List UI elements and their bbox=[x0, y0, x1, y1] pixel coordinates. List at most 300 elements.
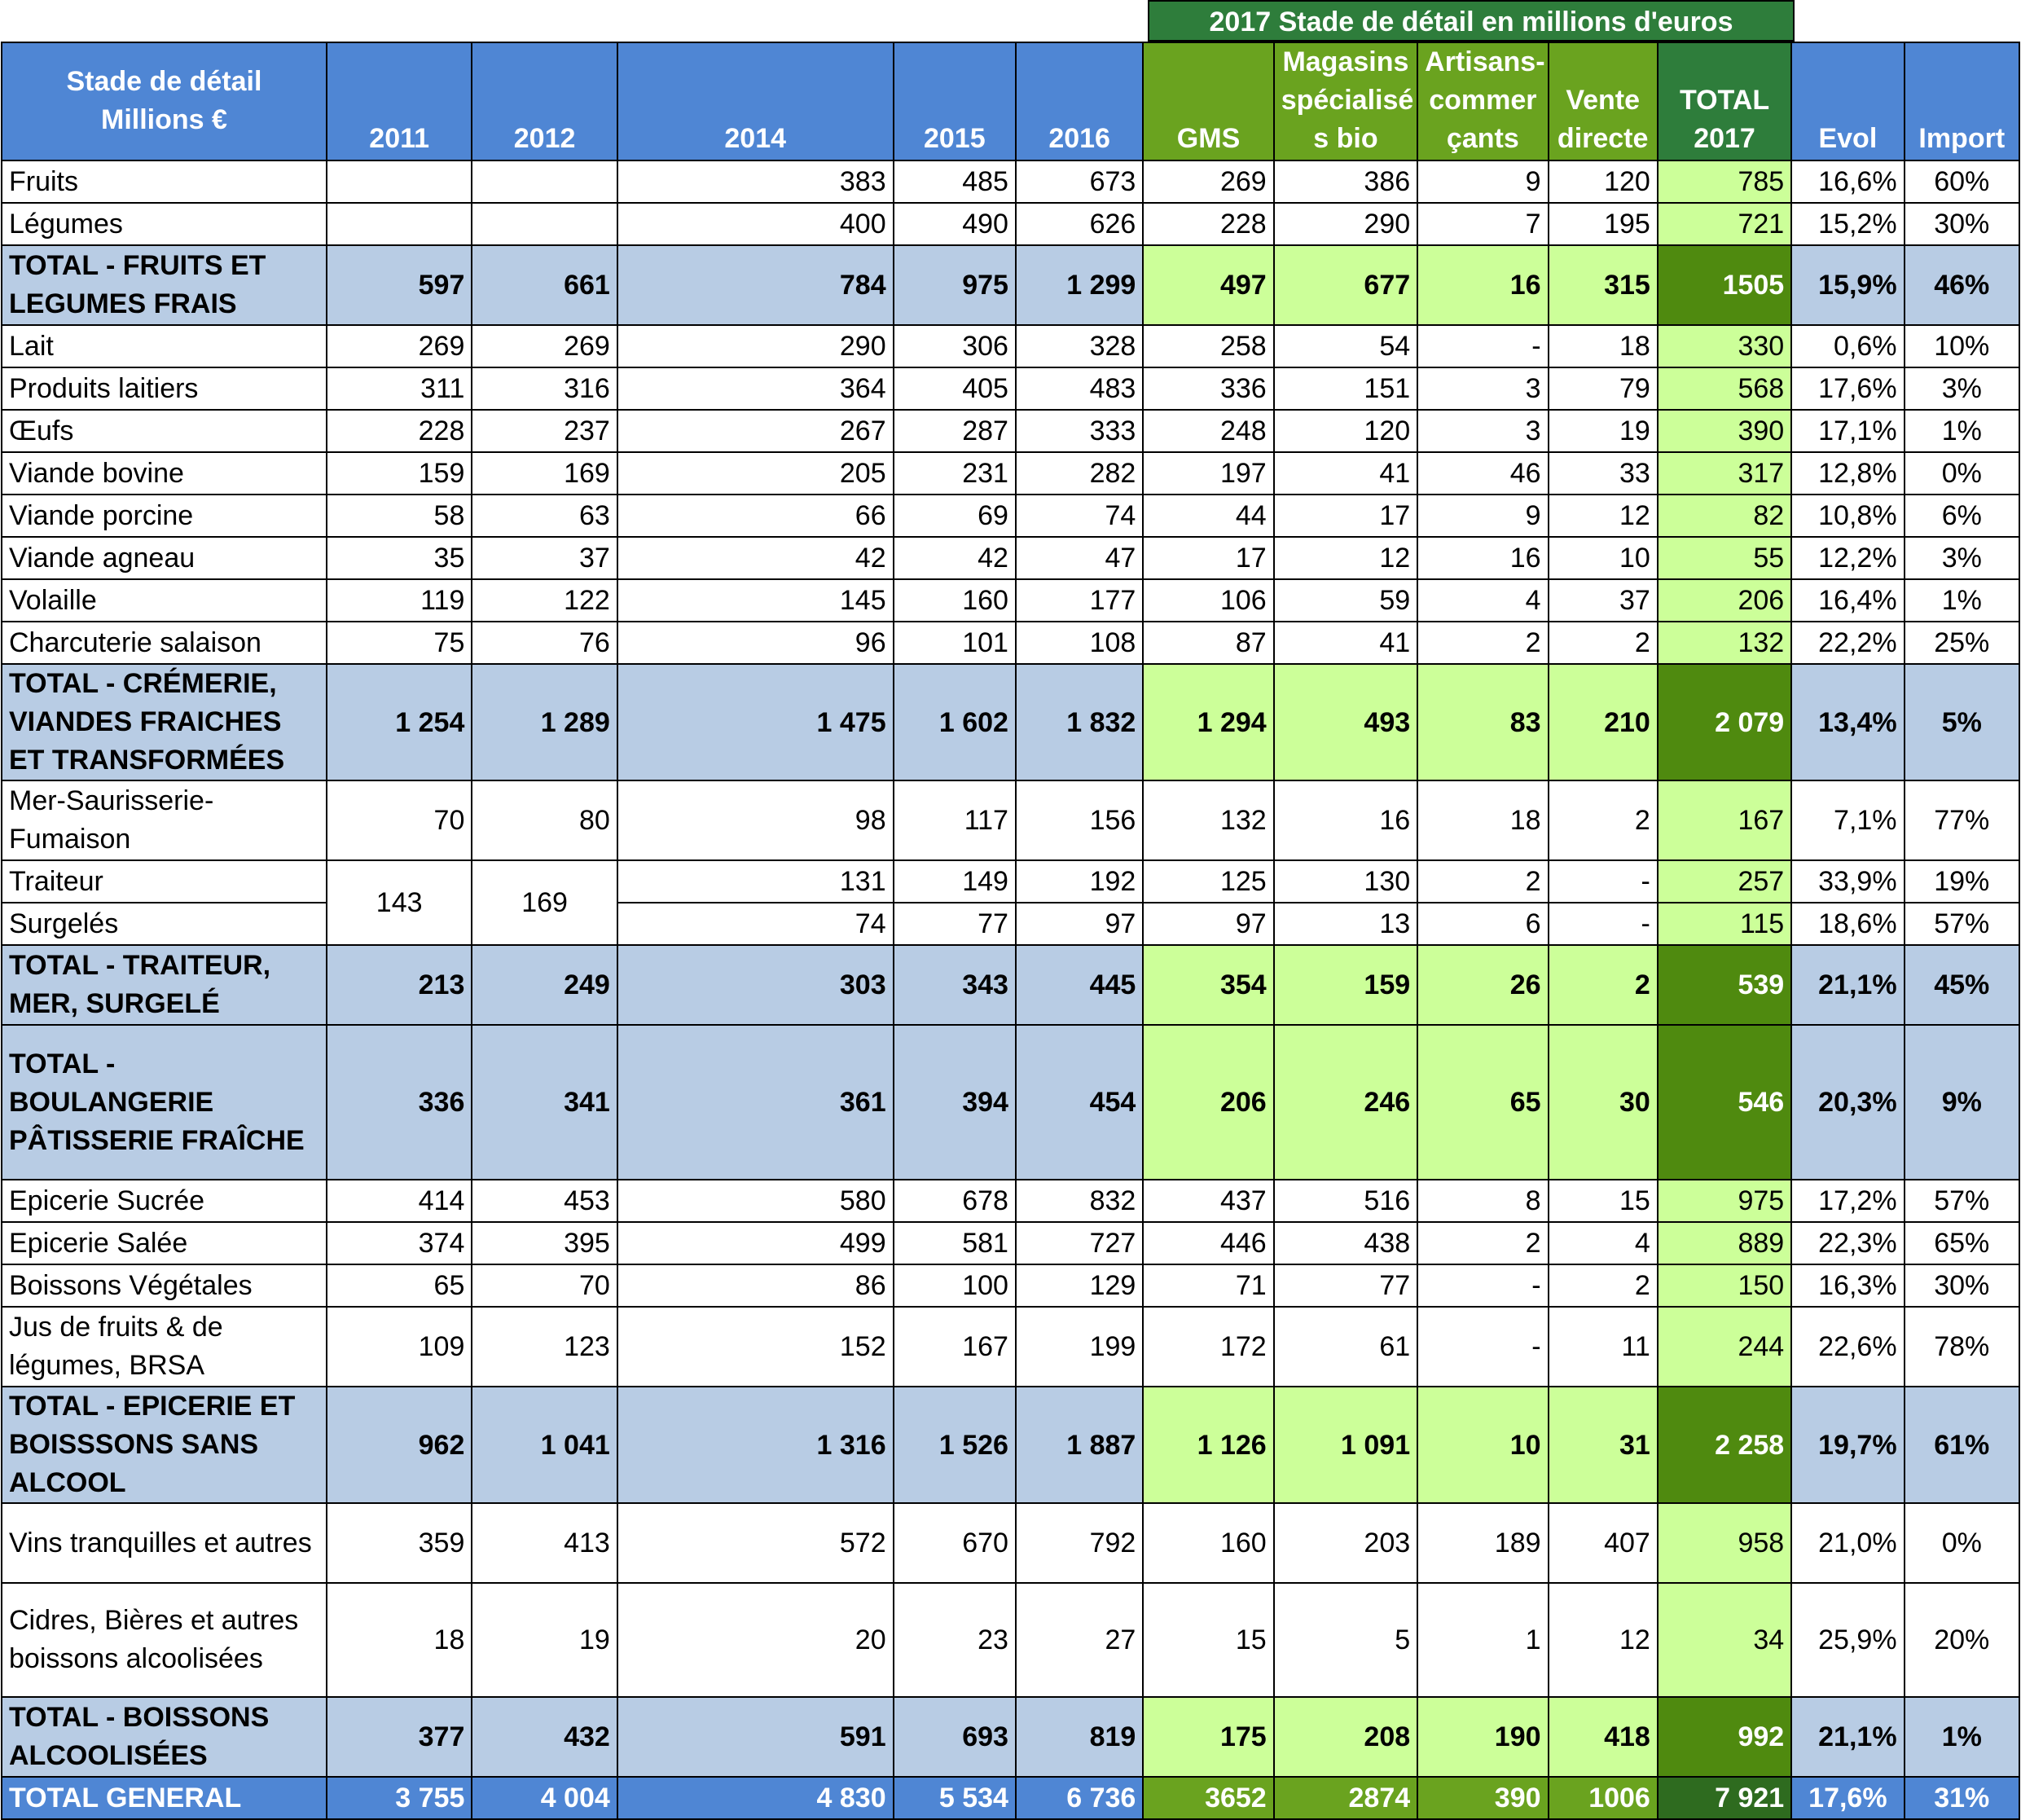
cell-gms: 17 bbox=[1143, 537, 1273, 579]
cell-vente: 18 bbox=[1549, 325, 1658, 367]
cell-evol: 7,1% bbox=[1791, 780, 1904, 860]
cell-gms: 175 bbox=[1143, 1697, 1273, 1777]
cell-y2014: 499 bbox=[617, 1222, 894, 1264]
cell-y2012: 70 bbox=[472, 1264, 617, 1307]
cell-total2017: 132 bbox=[1658, 622, 1791, 664]
cell-evol: 18,6% bbox=[1791, 903, 1904, 945]
cell-y2015: 5 534 bbox=[894, 1777, 1016, 1819]
cell-vente: 2 bbox=[1549, 945, 1658, 1025]
cell-y2015: 405 bbox=[894, 367, 1016, 410]
cell-import: 30% bbox=[1905, 203, 2019, 245]
cell-y2012: 237 bbox=[472, 410, 617, 452]
cell-y2016: 673 bbox=[1016, 160, 1143, 203]
cell-y2012: 661 bbox=[472, 245, 617, 325]
cell-import: 78% bbox=[1905, 1307, 2019, 1387]
header-import: Import bbox=[1905, 42, 2019, 160]
row-label: TOTAL - TRAITEUR, MER, SURGELÉ bbox=[2, 945, 327, 1025]
cell-evol: 22,2% bbox=[1791, 622, 1904, 664]
cell-artisans: 2 bbox=[1417, 622, 1548, 664]
cell-vente: 12 bbox=[1549, 1583, 1658, 1697]
cell-bio: 41 bbox=[1274, 622, 1417, 664]
cell-y2015: 693 bbox=[894, 1697, 1016, 1777]
cell-y2016: 192 bbox=[1016, 860, 1143, 903]
cell-evol: 21,1% bbox=[1791, 1697, 1904, 1777]
cell-y2011: 962 bbox=[327, 1387, 472, 1503]
cell-gms: 497 bbox=[1143, 245, 1273, 325]
cell-y2012: 249 bbox=[472, 945, 617, 1025]
cell-y2016: 6 736 bbox=[1016, 1777, 1143, 1819]
cell-evol: 21,1% bbox=[1791, 945, 1904, 1025]
cell-import: 31% bbox=[1905, 1777, 2019, 1819]
cell-gms: 125 bbox=[1143, 860, 1273, 903]
cell-gms: 446 bbox=[1143, 1222, 1273, 1264]
cell-evol: 16,4% bbox=[1791, 579, 1904, 622]
table-row bbox=[2, 203, 2019, 245]
cell-bio: 61 bbox=[1274, 1307, 1417, 1387]
cell-y2012: 1 041 bbox=[472, 1387, 617, 1503]
cell-import: 45% bbox=[1905, 945, 2019, 1025]
header-artisans: Artisans-commer çants bbox=[1417, 42, 1548, 160]
cell-y2014: 1 316 bbox=[617, 1387, 894, 1503]
grand-total-row bbox=[2, 1777, 2019, 1819]
cell-y2015: 160 bbox=[894, 579, 1016, 622]
table-row bbox=[2, 622, 2019, 664]
cell-artisans: 9 bbox=[1417, 495, 1548, 537]
cell-y2011: 597 bbox=[327, 245, 472, 325]
cell-y2016: 108 bbox=[1016, 622, 1143, 664]
cell-y2015: 490 bbox=[894, 203, 1016, 245]
cell-y2012: 37 bbox=[472, 537, 617, 579]
cell-artisans: 26 bbox=[1417, 945, 1548, 1025]
cell-bio: 77 bbox=[1274, 1264, 1417, 1307]
cell-gms: 258 bbox=[1143, 325, 1273, 367]
cell-y2015: 23 bbox=[894, 1583, 1016, 1697]
cell-gms: 106 bbox=[1143, 579, 1273, 622]
cell-y2016: 1 832 bbox=[1016, 664, 1143, 780]
cell-y2014: 267 bbox=[617, 410, 894, 452]
cell-vente: 195 bbox=[1549, 203, 1658, 245]
cell-y2011: 228 bbox=[327, 410, 472, 452]
cell-y2012: 269 bbox=[472, 325, 617, 367]
table-row bbox=[2, 1222, 2019, 1264]
cell-y2014: 152 bbox=[617, 1307, 894, 1387]
cell-y2016: 282 bbox=[1016, 452, 1143, 495]
cell-artisans: - bbox=[1417, 1264, 1548, 1307]
cell-gms: 1 126 bbox=[1143, 1387, 1273, 1503]
cell-y2015: 117 bbox=[894, 780, 1016, 860]
cell-vente: 11 bbox=[1549, 1307, 1658, 1387]
cell-vente: 30 bbox=[1549, 1025, 1658, 1180]
cell-artisans: 3 bbox=[1417, 367, 1548, 410]
row-label: Vins tranquilles et autres bbox=[2, 1503, 327, 1583]
cell-y2016: 483 bbox=[1016, 367, 1143, 410]
cell-y2012: 432 bbox=[472, 1697, 617, 1777]
cell-y2014: 66 bbox=[617, 495, 894, 537]
cell-bio: 290 bbox=[1274, 203, 1417, 245]
cell-bio: 2874 bbox=[1274, 1777, 1417, 1819]
cell-y2012: 122 bbox=[472, 579, 617, 622]
row-label: TOTAL - BOISSONS ALCOOLISÉES bbox=[2, 1697, 327, 1777]
cell-y2016: 199 bbox=[1016, 1307, 1143, 1387]
cell-y2016: 328 bbox=[1016, 325, 1143, 367]
cell-y2012: 169 bbox=[472, 452, 617, 495]
row-label: Surgelés bbox=[2, 903, 327, 945]
cell-gms: 44 bbox=[1143, 495, 1273, 537]
cell-bio: 16 bbox=[1274, 780, 1417, 860]
table-body bbox=[2, 42, 2019, 1819]
cell-y2016: 454 bbox=[1016, 1025, 1143, 1180]
cell-y2012: 453 bbox=[472, 1180, 617, 1222]
cell-total2017: 390 bbox=[1658, 410, 1791, 452]
cell-total2017: 785 bbox=[1658, 160, 1791, 203]
cell-total2017: 2 258 bbox=[1658, 1387, 1791, 1503]
cell-total2017: 330 bbox=[1658, 325, 1791, 367]
total-row bbox=[2, 1697, 2019, 1777]
table-row bbox=[2, 367, 2019, 410]
super-header: 2017 Stade de détail en millions d'euros bbox=[1148, 0, 1795, 42]
cell-y2015: 42 bbox=[894, 537, 1016, 579]
header-total: TOTAL 2017 bbox=[1658, 42, 1791, 160]
cell-gms: 160 bbox=[1143, 1503, 1273, 1583]
cell-bio: 54 bbox=[1274, 325, 1417, 367]
cell-import: 3% bbox=[1905, 537, 2019, 579]
cell-artisans: 46 bbox=[1417, 452, 1548, 495]
cell-gms: 354 bbox=[1143, 945, 1273, 1025]
cell-total2017: 539 bbox=[1658, 945, 1791, 1025]
header-gms: GMS bbox=[1143, 42, 1273, 160]
total-row bbox=[2, 945, 2019, 1025]
cell-artisans: 65 bbox=[1417, 1025, 1548, 1180]
cell-y2011: 3 755 bbox=[327, 1777, 472, 1819]
cell-y2014: 361 bbox=[617, 1025, 894, 1180]
cell-vente: 19 bbox=[1549, 410, 1658, 452]
cell-total2017: 206 bbox=[1658, 579, 1791, 622]
cell-evol: 17,6% bbox=[1791, 1777, 1904, 1819]
cell-total2017: 317 bbox=[1658, 452, 1791, 495]
cell-y2011: 65 bbox=[327, 1264, 472, 1307]
cell-artisans: 8 bbox=[1417, 1180, 1548, 1222]
cell-y2012: 4 004 bbox=[472, 1777, 617, 1819]
row-label: Epicerie Salée bbox=[2, 1222, 327, 1264]
cell-y2012 bbox=[472, 203, 617, 245]
cell-bio: 677 bbox=[1274, 245, 1417, 325]
cell-y2011: 70 bbox=[327, 780, 472, 860]
cell-total2017: 2 079 bbox=[1658, 664, 1791, 780]
cell-gms: 269 bbox=[1143, 160, 1273, 203]
cell-vente: 12 bbox=[1549, 495, 1658, 537]
cell-bio: 17 bbox=[1274, 495, 1417, 537]
cell-total2017: 55 bbox=[1658, 537, 1791, 579]
cell-y2016: 819 bbox=[1016, 1697, 1143, 1777]
cell-total2017: 115 bbox=[1658, 903, 1791, 945]
cell-y2011 bbox=[327, 160, 472, 203]
cell-gms: 132 bbox=[1143, 780, 1273, 860]
cell-y2015: 77 bbox=[894, 903, 1016, 945]
cell-y2015: 101 bbox=[894, 622, 1016, 664]
cell-y2016: 129 bbox=[1016, 1264, 1143, 1307]
cell-y2012: 316 bbox=[472, 367, 617, 410]
cell-vente: - bbox=[1549, 903, 1658, 945]
cell-artisans: 2 bbox=[1417, 860, 1548, 903]
cell-artisans: 190 bbox=[1417, 1697, 1548, 1777]
cell-bio: 203 bbox=[1274, 1503, 1417, 1583]
table-row bbox=[2, 860, 2019, 903]
cell-y2011: 336 bbox=[327, 1025, 472, 1180]
cell-import: 57% bbox=[1905, 903, 2019, 945]
cell-y2011: 109 bbox=[327, 1307, 472, 1387]
cell-total2017: 1505 bbox=[1658, 245, 1791, 325]
cell-y2012: 76 bbox=[472, 622, 617, 664]
cell-y2014: 131 bbox=[617, 860, 894, 903]
cell-artisans: 6 bbox=[1417, 903, 1548, 945]
table-row bbox=[2, 325, 2019, 367]
cell-total2017: 958 bbox=[1658, 1503, 1791, 1583]
cell-y2016: 1 887 bbox=[1016, 1387, 1143, 1503]
table-row bbox=[2, 160, 2019, 203]
cell-y2016: 792 bbox=[1016, 1503, 1143, 1583]
cell-y2011: 35 bbox=[327, 537, 472, 579]
cell-artisans: 83 bbox=[1417, 664, 1548, 780]
cell-y2011: 58 bbox=[327, 495, 472, 537]
cell-bio: 120 bbox=[1274, 410, 1417, 452]
cell-vente: 37 bbox=[1549, 579, 1658, 622]
cell-y2015: 394 bbox=[894, 1025, 1016, 1180]
cell-vente: 210 bbox=[1549, 664, 1658, 780]
cell-vente: 2 bbox=[1549, 780, 1658, 860]
cell-artisans: 10 bbox=[1417, 1387, 1548, 1503]
cell-evol: 22,6% bbox=[1791, 1307, 1904, 1387]
cell-y2016: 47 bbox=[1016, 537, 1143, 579]
cell-import: 3% bbox=[1905, 367, 2019, 410]
header-row bbox=[2, 42, 2019, 160]
cell-import: 6% bbox=[1905, 495, 2019, 537]
cell-evol: 33,9% bbox=[1791, 860, 1904, 903]
cell-vente: - bbox=[1549, 860, 1658, 903]
retail-table bbox=[1, 42, 2020, 1820]
cell-artisans: - bbox=[1417, 325, 1548, 367]
row-label: Traiteur bbox=[2, 860, 327, 903]
cell-y2014: 4 830 bbox=[617, 1777, 894, 1819]
cell-y2011: 75 bbox=[327, 622, 472, 664]
cell-import: 5% bbox=[1905, 664, 2019, 780]
cell-y2011: 311 bbox=[327, 367, 472, 410]
table-row bbox=[2, 1503, 2019, 1583]
cell-y2015: 670 bbox=[894, 1503, 1016, 1583]
cell-y2014: 86 bbox=[617, 1264, 894, 1307]
cell-y2014: 383 bbox=[617, 160, 894, 203]
row-label: Volaille bbox=[2, 579, 327, 622]
cell-vente: 2 bbox=[1549, 1264, 1658, 1307]
cell-gms: 437 bbox=[1143, 1180, 1273, 1222]
cell-artisans: 1 bbox=[1417, 1583, 1548, 1697]
cell-bio: 246 bbox=[1274, 1025, 1417, 1180]
cell-y2011: 1 254 bbox=[327, 664, 472, 780]
cell-artisans: 16 bbox=[1417, 537, 1548, 579]
cell-evol: 12,8% bbox=[1791, 452, 1904, 495]
cell-y2014: 205 bbox=[617, 452, 894, 495]
cell-artisans: - bbox=[1417, 1307, 1548, 1387]
cell-y2015: 485 bbox=[894, 160, 1016, 203]
cell-bio: 386 bbox=[1274, 160, 1417, 203]
cell-y2012 bbox=[472, 160, 617, 203]
cell-y2014: 74 bbox=[617, 903, 894, 945]
cell-bio: 438 bbox=[1274, 1222, 1417, 1264]
cell-y2012: 80 bbox=[472, 780, 617, 860]
cell-import: 9% bbox=[1905, 1025, 2019, 1180]
cell-import: 65% bbox=[1905, 1222, 2019, 1264]
cell-y2014: 145 bbox=[617, 579, 894, 622]
cell-total2017: 7 921 bbox=[1658, 1777, 1791, 1819]
row-label: TOTAL GENERAL bbox=[2, 1777, 327, 1819]
cell-bio: 5 bbox=[1274, 1583, 1417, 1697]
cell-artisans: 9 bbox=[1417, 160, 1548, 203]
cell-y2016: 445 bbox=[1016, 945, 1143, 1025]
cell-bio: 1 091 bbox=[1274, 1387, 1417, 1503]
row-label: TOTAL - FRUITS ET LEGUMES FRAIS bbox=[2, 245, 327, 325]
cell-evol: 19,7% bbox=[1791, 1387, 1904, 1503]
cell-y2015: 1 602 bbox=[894, 664, 1016, 780]
table-row bbox=[2, 537, 2019, 579]
cell-artisans: 3 bbox=[1417, 410, 1548, 452]
cell-evol: 21,0% bbox=[1791, 1503, 1904, 1583]
row-label: Œufs bbox=[2, 410, 327, 452]
cell-evol: 17,2% bbox=[1791, 1180, 1904, 1222]
cell-total2017: 889 bbox=[1658, 1222, 1791, 1264]
header-evol: Evol bbox=[1791, 42, 1904, 160]
cell-total2017: 82 bbox=[1658, 495, 1791, 537]
table-row bbox=[2, 410, 2019, 452]
header-2012: 2012 bbox=[472, 42, 617, 160]
cell-gms: 336 bbox=[1143, 367, 1273, 410]
table-row bbox=[2, 579, 2019, 622]
cell-y2015: 167 bbox=[894, 1307, 1016, 1387]
cell-gms: 206 bbox=[1143, 1025, 1273, 1180]
cell-vente: 315 bbox=[1549, 245, 1658, 325]
row-label: Produits laitiers bbox=[2, 367, 327, 410]
cell-vente: 33 bbox=[1549, 452, 1658, 495]
cell-y2016: 97 bbox=[1016, 903, 1143, 945]
row-label: Boissons Végétales bbox=[2, 1264, 327, 1307]
cell-y2014: 42 bbox=[617, 537, 894, 579]
cell-y2015: 343 bbox=[894, 945, 1016, 1025]
cell-y2011: 159 bbox=[327, 452, 472, 495]
cell-y2014: 591 bbox=[617, 1697, 894, 1777]
cell-gms: 228 bbox=[1143, 203, 1273, 245]
table-row bbox=[2, 1180, 2019, 1222]
cell-evol: 16,6% bbox=[1791, 160, 1904, 203]
cell-evol: 16,3% bbox=[1791, 1264, 1904, 1307]
cell-vente: 120 bbox=[1549, 160, 1658, 203]
table-row bbox=[2, 495, 2019, 537]
cell-y2011: 414 bbox=[327, 1180, 472, 1222]
cell-y2012: 1 289 bbox=[472, 664, 617, 780]
cell-import: 1% bbox=[1905, 579, 2019, 622]
cell-gms: 97 bbox=[1143, 903, 1273, 945]
cell-import: 1% bbox=[1905, 410, 2019, 452]
header-bio: Magasins spécialisé s bio bbox=[1274, 42, 1417, 160]
header-2014: 2014 bbox=[617, 42, 894, 160]
total-row bbox=[2, 1025, 2019, 1180]
cell-bio: 493 bbox=[1274, 664, 1417, 780]
cell-y2015: 1 526 bbox=[894, 1387, 1016, 1503]
row-label: Lait bbox=[2, 325, 327, 367]
cell-y2011: 269 bbox=[327, 325, 472, 367]
cell-bio: 41 bbox=[1274, 452, 1417, 495]
cell-y2016: 727 bbox=[1016, 1222, 1143, 1264]
row-label: Charcuterie salaison bbox=[2, 622, 327, 664]
cell-y2016: 177 bbox=[1016, 579, 1143, 622]
cell-y2016: 1 299 bbox=[1016, 245, 1143, 325]
row-label: Viande bovine bbox=[2, 452, 327, 495]
row-label: Jus de fruits & de légumes, BRSA bbox=[2, 1307, 327, 1387]
cell-vente: 15 bbox=[1549, 1180, 1658, 1222]
total-row bbox=[2, 245, 2019, 325]
cell-y2012: 63 bbox=[472, 495, 617, 537]
cell-y2012: 123 bbox=[472, 1307, 617, 1387]
row-label: TOTAL - EPICERIE ET BOISSSONS SANS ALCOOL bbox=[2, 1387, 327, 1503]
cell-vente: 4 bbox=[1549, 1222, 1658, 1264]
header-2016: 2016 bbox=[1016, 42, 1143, 160]
table-row bbox=[2, 452, 2019, 495]
cell-y2015: 678 bbox=[894, 1180, 1016, 1222]
cell-y2015: 581 bbox=[894, 1222, 1016, 1264]
cell-y2015: 231 bbox=[894, 452, 1016, 495]
cell-import: 30% bbox=[1905, 1264, 2019, 1307]
table-row bbox=[2, 903, 2019, 945]
cell-total2017: 546 bbox=[1658, 1025, 1791, 1180]
row-label: TOTAL - CRÉMERIE, VIANDES FRAICHES ET TRANSFORMÉES bbox=[2, 664, 327, 780]
cell-import: 60% bbox=[1905, 160, 2019, 203]
cell-y2011: 377 bbox=[327, 1697, 472, 1777]
cell-evol: 20,3% bbox=[1791, 1025, 1904, 1180]
cell-y2014: 1 475 bbox=[617, 664, 894, 780]
cell-y2014: 400 bbox=[617, 203, 894, 245]
cell-y2012: 413 bbox=[472, 1503, 617, 1583]
table-row bbox=[2, 1307, 2019, 1387]
cell-y2014: 572 bbox=[617, 1503, 894, 1583]
cell-import: 19% bbox=[1905, 860, 2019, 903]
cell-bio: 12 bbox=[1274, 537, 1417, 579]
table-row bbox=[2, 1264, 2019, 1307]
cell-y2012: 395 bbox=[472, 1222, 617, 1264]
cell-import: 10% bbox=[1905, 325, 2019, 367]
cell-vente: 10 bbox=[1549, 537, 1658, 579]
cell-gms: 1 294 bbox=[1143, 664, 1273, 780]
cell-artisans: 7 bbox=[1417, 203, 1548, 245]
cell-y2014: 784 bbox=[617, 245, 894, 325]
cell-y2016: 626 bbox=[1016, 203, 1143, 245]
cell-import: 0% bbox=[1905, 1503, 2019, 1583]
cell-bio: 130 bbox=[1274, 860, 1417, 903]
cell-total2017: 34 bbox=[1658, 1583, 1791, 1697]
cell-gms: 87 bbox=[1143, 622, 1273, 664]
cell-artisans: 2 bbox=[1417, 1222, 1548, 1264]
cell-vente: 31 bbox=[1549, 1387, 1658, 1503]
cell-y2016: 333 bbox=[1016, 410, 1143, 452]
cell-y2011 bbox=[327, 203, 472, 245]
cell-import: 25% bbox=[1905, 622, 2019, 664]
row-label: Fruits bbox=[2, 160, 327, 203]
row-label: Légumes bbox=[2, 203, 327, 245]
cell-bio: 151 bbox=[1274, 367, 1417, 410]
cell-y2011: 359 bbox=[327, 1503, 472, 1583]
cell-y2015: 287 bbox=[894, 410, 1016, 452]
cell-y2011: 143 bbox=[327, 860, 472, 945]
cell-total2017: 257 bbox=[1658, 860, 1791, 903]
cell-total2017: 244 bbox=[1658, 1307, 1791, 1387]
table-row bbox=[2, 1583, 2019, 1697]
cell-bio: 59 bbox=[1274, 579, 1417, 622]
